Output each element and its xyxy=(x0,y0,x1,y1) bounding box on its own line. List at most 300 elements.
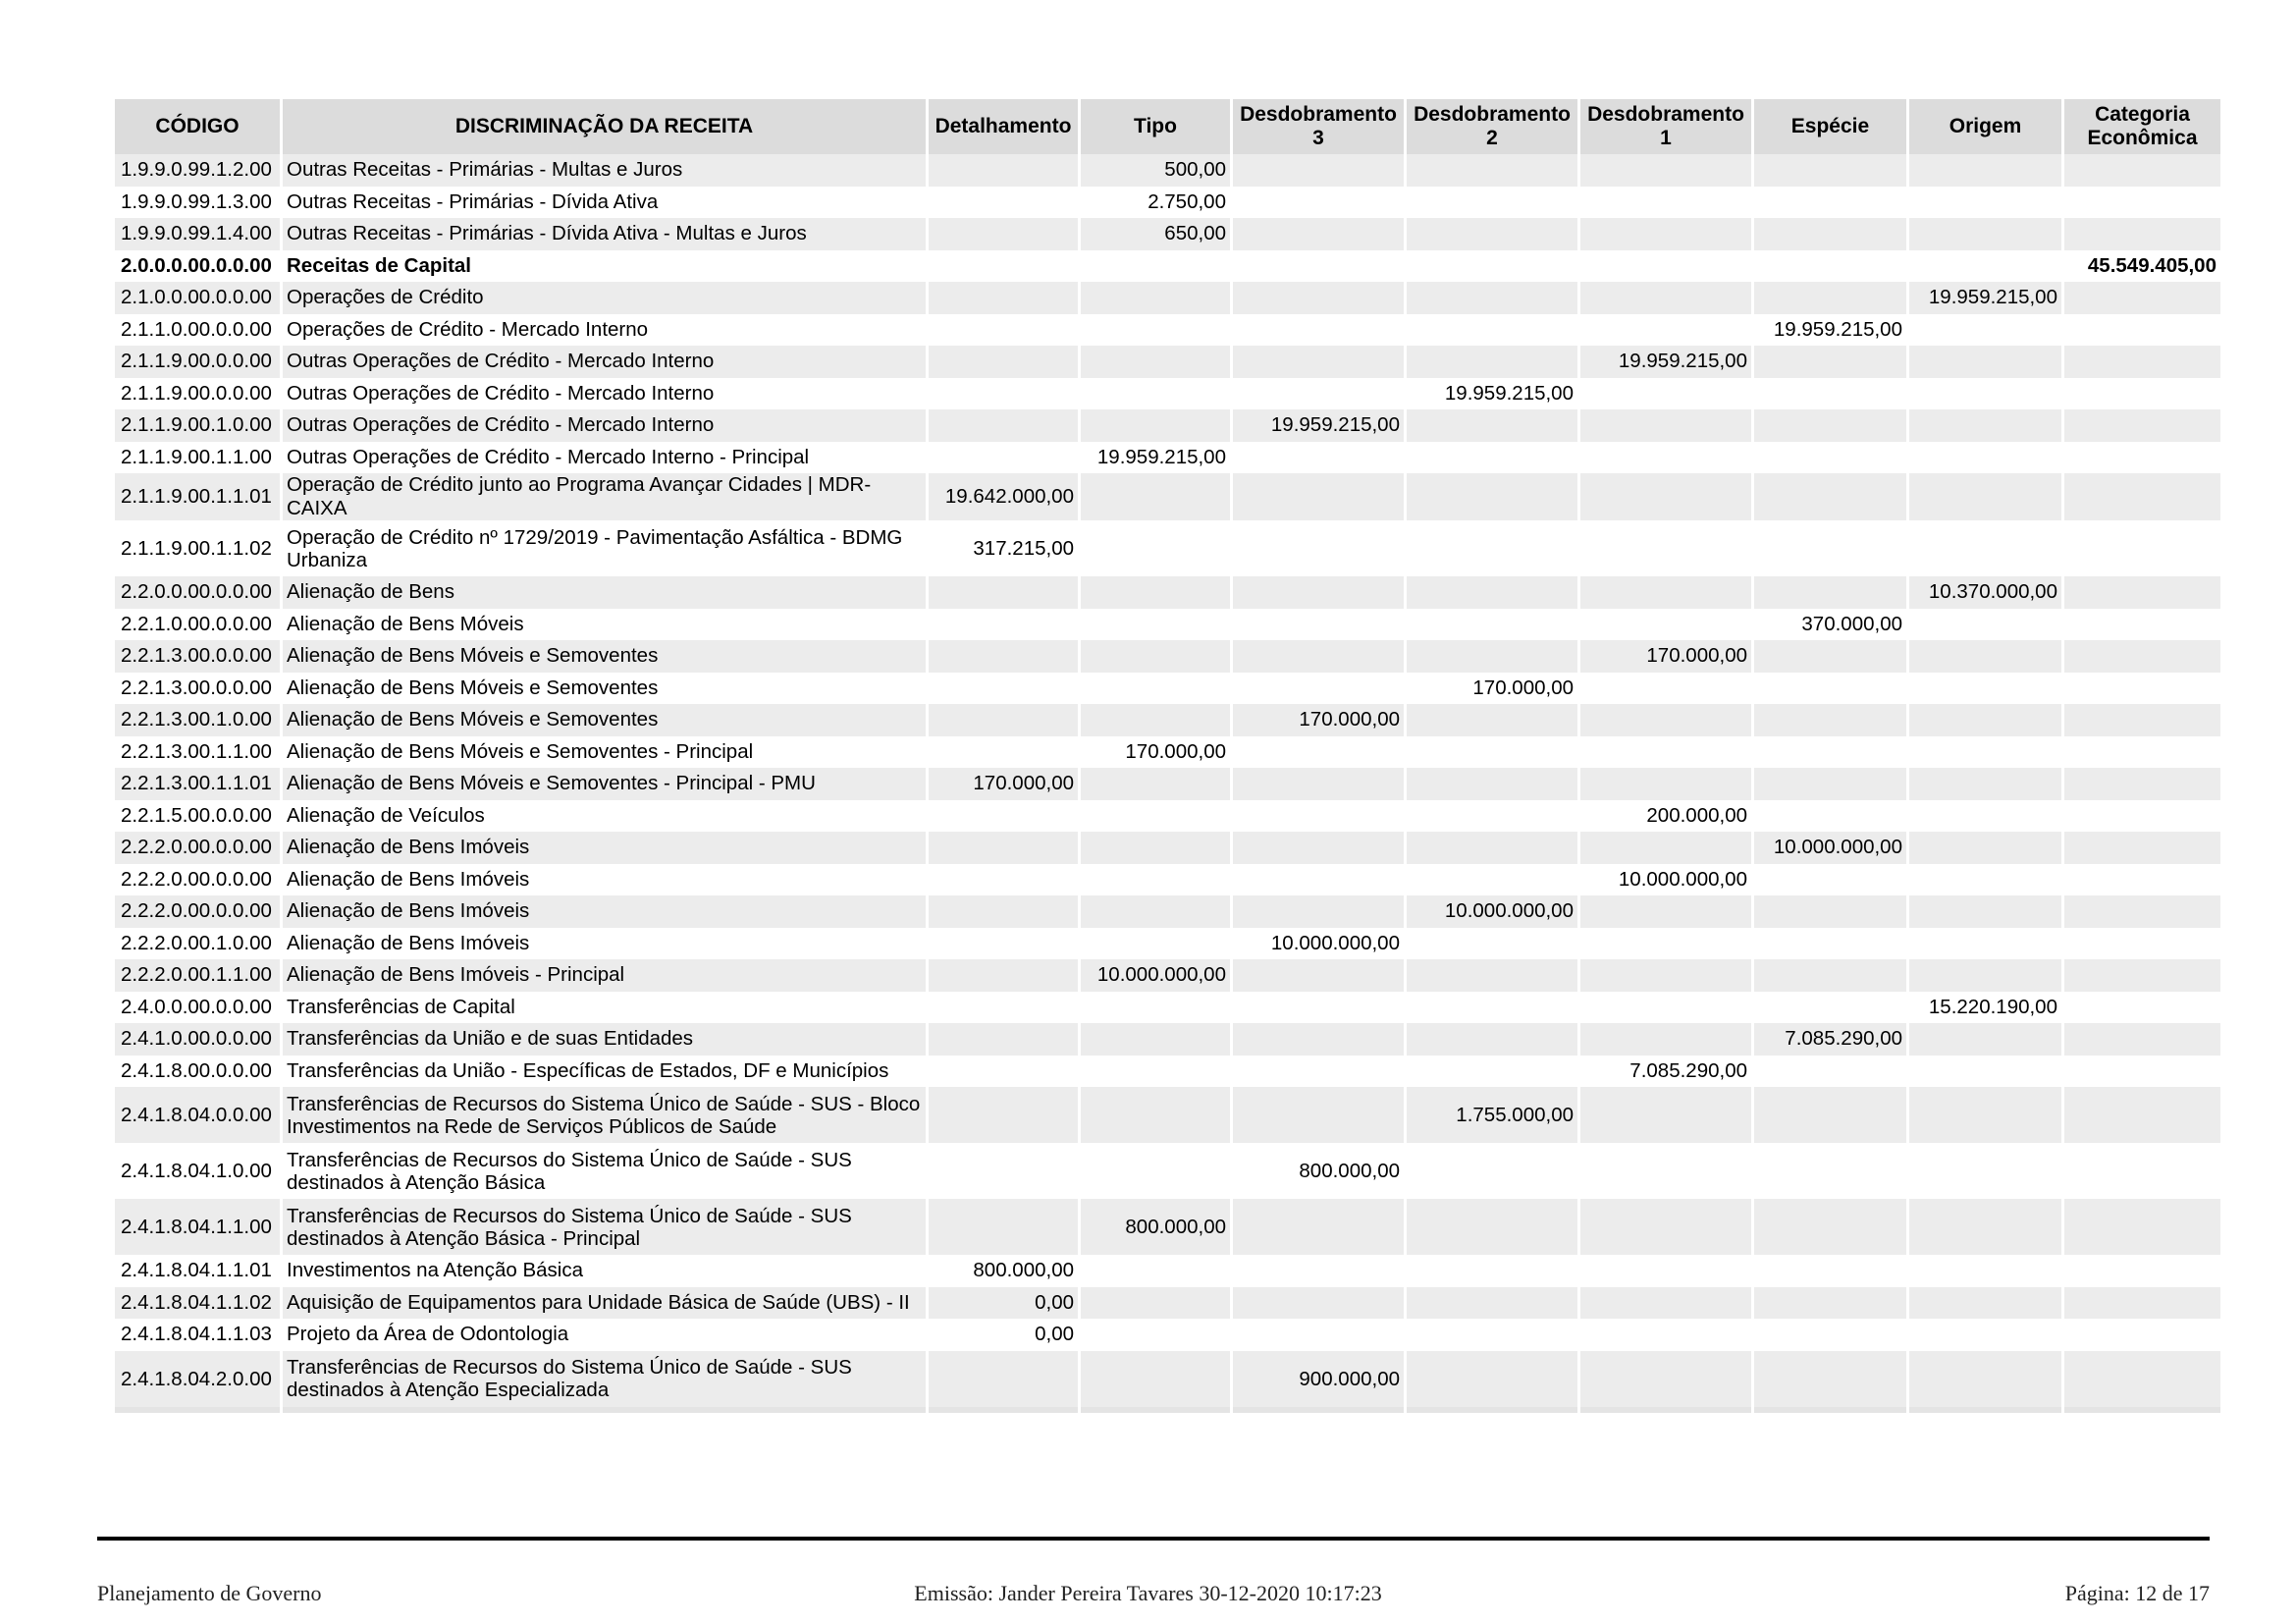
cell-desdobramento-2: 1.755.000,00 xyxy=(1407,1087,1577,1143)
cell-especie xyxy=(1754,704,1906,736)
cell-detalhamento xyxy=(929,1199,1078,1255)
cell-codigo: 2.2.2.0.00.0.0.00 xyxy=(115,895,280,928)
table-row xyxy=(115,1255,2220,1287)
table-row xyxy=(115,473,2220,520)
cell-categoria-economica xyxy=(2064,1199,2220,1255)
cell-codigo: 2.4.1.8.04.2.0.00 xyxy=(115,1351,280,1413)
cell-desdobramento-1 xyxy=(1580,928,1751,960)
cell-desdobramento-3: 10.000.000,00 xyxy=(1233,928,1404,960)
cell-desdobramento-2 xyxy=(1407,473,1577,520)
cell-especie xyxy=(1754,959,1906,992)
cell-desdobramento-2 xyxy=(1407,1199,1577,1255)
cell-especie xyxy=(1754,768,1906,800)
cell-tipo: 19.959.215,00 xyxy=(1081,442,1230,474)
cell-desdobramento-1 xyxy=(1580,673,1751,705)
cell-detalhamento xyxy=(929,1351,1078,1413)
cell-desdobramento-2 xyxy=(1407,736,1577,769)
cell-desdobramento-3 xyxy=(1233,473,1404,520)
cell-discriminacao: Alienação de Bens Imóveis - Principal xyxy=(283,959,926,992)
cell-desdobramento-2 xyxy=(1407,218,1577,250)
cell-desdobramento-3 xyxy=(1233,314,1404,347)
cell-desdobramento-1 xyxy=(1580,218,1751,250)
cell-categoria-economica xyxy=(2064,640,2220,673)
cell-origem xyxy=(1909,1319,2061,1351)
cell-desdobramento-1 xyxy=(1580,473,1751,520)
table-row xyxy=(115,1287,2220,1320)
cell-detalhamento xyxy=(929,576,1078,609)
cell-origem xyxy=(1909,1143,2061,1199)
cell-categoria-economica xyxy=(2064,800,2220,833)
cell-discriminacao: Alienação de Bens Imóveis xyxy=(283,832,926,864)
cell-origem xyxy=(1909,609,2061,641)
cell-desdobramento-2 xyxy=(1407,154,1577,187)
cell-codigo: 2.2.0.0.00.0.0.00 xyxy=(115,576,280,609)
cell-categoria-economica xyxy=(2064,1143,2220,1199)
cell-desdobramento-1 xyxy=(1580,1023,1751,1056)
cell-tipo xyxy=(1081,282,1230,314)
cell-discriminacao: Transferências da União e de suas Entidades xyxy=(283,1023,926,1056)
cell-desdobramento-2 xyxy=(1407,640,1577,673)
cell-desdobramento-3 xyxy=(1233,576,1404,609)
cell-desdobramento-2 xyxy=(1407,409,1577,442)
cell-categoria-economica xyxy=(2064,895,2220,928)
cell-origem xyxy=(1909,673,2061,705)
table-header-row xyxy=(115,99,2220,154)
cell-origem xyxy=(1909,832,2061,864)
table-row xyxy=(115,959,2220,992)
cell-tipo xyxy=(1081,250,1230,283)
header-especie: Espécie xyxy=(1754,99,1906,154)
cell-categoria-economica xyxy=(2064,378,2220,410)
cell-discriminacao: Alienação de Bens Móveis e Semoventes - Principal xyxy=(283,736,926,769)
cell-categoria-economica xyxy=(2064,1023,2220,1056)
cell-origem xyxy=(1909,250,2061,283)
cell-desdobramento-2: 170.000,00 xyxy=(1407,673,1577,705)
cell-detalhamento: 19.642.000,00 xyxy=(929,473,1078,520)
cell-desdobramento-2: 19.959.215,00 xyxy=(1407,378,1577,410)
cell-desdobramento-1 xyxy=(1580,1143,1751,1199)
cell-especie xyxy=(1754,154,1906,187)
cell-discriminacao: Receitas de Capital xyxy=(283,250,926,283)
table-row xyxy=(115,1351,2220,1413)
cell-desdobramento-1 xyxy=(1580,959,1751,992)
cell-desdobramento-3 xyxy=(1233,800,1404,833)
cell-detalhamento xyxy=(929,864,1078,896)
cell-tipo xyxy=(1081,609,1230,641)
cell-tipo xyxy=(1081,768,1230,800)
cell-discriminacao: Outras Operações de Crédito - Mercado Interno - Principal xyxy=(283,442,926,474)
table-row xyxy=(115,864,2220,896)
cell-categoria-economica xyxy=(2064,928,2220,960)
header-codigo: CÓDIGO xyxy=(115,99,280,154)
cell-especie xyxy=(1754,640,1906,673)
cell-origem xyxy=(1909,1351,2061,1413)
cell-origem xyxy=(1909,895,2061,928)
cell-desdobramento-3 xyxy=(1233,250,1404,283)
cell-tipo xyxy=(1081,992,1230,1024)
cell-discriminacao: Outras Operações de Crédito - Mercado Interno xyxy=(283,378,926,410)
cell-codigo: 2.2.1.3.00.0.0.00 xyxy=(115,673,280,705)
cell-detalhamento xyxy=(929,800,1078,833)
cell-desdobramento-1 xyxy=(1580,1319,1751,1351)
cell-especie xyxy=(1754,1255,1906,1287)
cell-desdobramento-3 xyxy=(1233,187,1404,219)
cell-categoria-economica xyxy=(2064,346,2220,378)
cell-tipo xyxy=(1081,346,1230,378)
cell-categoria-economica xyxy=(2064,832,2220,864)
cell-desdobramento-1 xyxy=(1580,314,1751,347)
cell-categoria-economica xyxy=(2064,187,2220,219)
cell-especie: 7.085.290,00 xyxy=(1754,1023,1906,1056)
cell-discriminacao: Projeto da Área de Odontologia xyxy=(283,1319,926,1351)
cell-categoria-economica xyxy=(2064,282,2220,314)
header-origem: Origem xyxy=(1909,99,2061,154)
cell-especie xyxy=(1754,576,1906,609)
cell-desdobramento-1 xyxy=(1580,895,1751,928)
cell-codigo: 1.9.9.0.99.1.4.00 xyxy=(115,218,280,250)
cell-origem: 15.220.190,00 xyxy=(1909,992,2061,1024)
cell-desdobramento-3 xyxy=(1233,1255,1404,1287)
cell-categoria-economica xyxy=(2064,442,2220,474)
table-row xyxy=(115,250,2220,283)
cell-detalhamento: 170.000,00 xyxy=(929,768,1078,800)
cell-origem xyxy=(1909,1023,2061,1056)
header-discriminacao: DISCRIMINAÇÃO DA RECEITA xyxy=(283,99,926,154)
cell-detalhamento xyxy=(929,346,1078,378)
cell-detalhamento xyxy=(929,640,1078,673)
cell-tipo xyxy=(1081,520,1230,576)
cell-desdobramento-1 xyxy=(1580,1351,1751,1413)
cell-desdobramento-2 xyxy=(1407,1319,1577,1351)
cell-categoria-economica xyxy=(2064,704,2220,736)
cell-desdobramento-3 xyxy=(1233,1023,1404,1056)
cell-desdobramento-1 xyxy=(1580,378,1751,410)
cell-detalhamento xyxy=(929,673,1078,705)
cell-discriminacao: Outras Receitas - Primárias - Multas e Juros xyxy=(283,154,926,187)
cell-discriminacao: Outras Operações de Crédito - Mercado Interno xyxy=(283,346,926,378)
cell-codigo: 2.4.1.8.04.1.1.02 xyxy=(115,1287,280,1320)
table-row xyxy=(115,520,2220,576)
cell-origem xyxy=(1909,800,2061,833)
cell-origem xyxy=(1909,1056,2061,1088)
cell-discriminacao: Transferências de Recursos do Sistema Único de Saúde - SUS - Bloco Investimentos na Rede de Serviços Públicos de Saúde xyxy=(283,1087,926,1143)
cell-desdobramento-3 xyxy=(1233,768,1404,800)
cell-origem xyxy=(1909,378,2061,410)
table-row xyxy=(115,992,2220,1024)
cell-categoria-economica xyxy=(2064,409,2220,442)
cell-categoria-economica xyxy=(2064,768,2220,800)
cell-discriminacao: Alienação de Bens Móveis e Semoventes xyxy=(283,704,926,736)
cell-desdobramento-3 xyxy=(1233,640,1404,673)
cell-origem xyxy=(1909,442,2061,474)
cell-codigo: 2.2.1.3.00.1.1.01 xyxy=(115,768,280,800)
cell-desdobramento-3 xyxy=(1233,992,1404,1024)
cell-detalhamento xyxy=(929,609,1078,641)
cell-categoria-economica xyxy=(2064,1255,2220,1287)
cell-detalhamento xyxy=(929,378,1078,410)
cell-codigo: 1.9.9.0.99.1.2.00 xyxy=(115,154,280,187)
cell-desdobramento-2 xyxy=(1407,314,1577,347)
cell-codigo: 2.1.1.0.00.0.0.00 xyxy=(115,314,280,347)
cell-detalhamento xyxy=(929,832,1078,864)
cell-tipo xyxy=(1081,928,1230,960)
cell-desdobramento-1: 200.000,00 xyxy=(1580,800,1751,833)
cell-especie xyxy=(1754,1351,1906,1413)
cell-origem xyxy=(1909,1087,2061,1143)
header-desdobramento-1: Desdobramento 1 xyxy=(1580,99,1751,154)
header-desdobramento-2: Desdobramento 2 xyxy=(1407,99,1577,154)
cell-codigo: 2.2.2.0.00.1.1.00 xyxy=(115,959,280,992)
cell-especie: 10.000.000,00 xyxy=(1754,832,1906,864)
cell-especie xyxy=(1754,1143,1906,1199)
cell-tipo xyxy=(1081,895,1230,928)
cell-tipo xyxy=(1081,1087,1230,1143)
cell-desdobramento-3 xyxy=(1233,959,1404,992)
table-row xyxy=(115,832,2220,864)
cell-discriminacao: Alienação de Bens Móveis xyxy=(283,609,926,641)
cell-desdobramento-1 xyxy=(1580,282,1751,314)
cell-desdobramento-3 xyxy=(1233,1287,1404,1320)
revenue-table xyxy=(112,99,2223,1413)
cell-codigo: 2.2.2.0.00.0.0.00 xyxy=(115,864,280,896)
cell-categoria-economica xyxy=(2064,736,2220,769)
cell-especie xyxy=(1754,473,1906,520)
cell-especie xyxy=(1754,1319,1906,1351)
cell-desdobramento-3 xyxy=(1233,378,1404,410)
cell-codigo: 2.2.2.0.00.1.0.00 xyxy=(115,928,280,960)
cell-desdobramento-3 xyxy=(1233,673,1404,705)
cell-detalhamento xyxy=(929,1056,1078,1088)
cell-desdobramento-2 xyxy=(1407,520,1577,576)
cell-desdobramento-2 xyxy=(1407,250,1577,283)
cell-desdobramento-2 xyxy=(1407,282,1577,314)
cell-detalhamento xyxy=(929,704,1078,736)
cell-desdobramento-3: 800.000,00 xyxy=(1233,1143,1404,1199)
cell-detalhamento xyxy=(929,1023,1078,1056)
table-row xyxy=(115,640,2220,673)
cell-especie xyxy=(1754,187,1906,219)
table-row xyxy=(115,1319,2220,1351)
footer-emission: Emissão: Jander Pereira Tavares 30-12-2020 10:17:23 xyxy=(914,1581,1382,1605)
cell-tipo xyxy=(1081,378,1230,410)
cell-especie xyxy=(1754,673,1906,705)
cell-codigo: 2.2.1.0.00.0.0.00 xyxy=(115,609,280,641)
table-row xyxy=(115,928,2220,960)
cell-especie xyxy=(1754,895,1906,928)
table-row xyxy=(115,1023,2220,1056)
cell-desdobramento-1 xyxy=(1580,442,1751,474)
cell-detalhamento xyxy=(929,1143,1078,1199)
cell-codigo: 2.2.1.5.00.0.0.00 xyxy=(115,800,280,833)
cell-codigo: 1.9.9.0.99.1.3.00 xyxy=(115,187,280,219)
table-row xyxy=(115,1087,2220,1143)
cell-categoria-economica xyxy=(2064,218,2220,250)
cell-origem xyxy=(1909,314,2061,347)
cell-desdobramento-3 xyxy=(1233,895,1404,928)
cell-especie xyxy=(1754,864,1906,896)
cell-codigo: 2.2.1.3.00.0.0.00 xyxy=(115,640,280,673)
cell-origem xyxy=(1909,346,2061,378)
table-row xyxy=(115,576,2220,609)
cell-codigo: 2.4.1.8.04.1.1.00 xyxy=(115,1199,280,1255)
cell-codigo: 2.1.1.9.00.0.0.00 xyxy=(115,378,280,410)
cell-desdobramento-3 xyxy=(1233,520,1404,576)
cell-codigo: 2.1.0.0.00.0.0.00 xyxy=(115,282,280,314)
cell-origem xyxy=(1909,409,2061,442)
cell-desdobramento-1 xyxy=(1580,992,1751,1024)
cell-detalhamento xyxy=(929,928,1078,960)
cell-especie xyxy=(1754,1287,1906,1320)
cell-codigo: 2.4.1.8.04.1.1.01 xyxy=(115,1255,280,1287)
cell-discriminacao: Aquisição de Equipamentos para Unidade Básica de Saúde (UBS) - II xyxy=(283,1287,926,1320)
cell-desdobramento-1 xyxy=(1580,576,1751,609)
cell-desdobramento-2 xyxy=(1407,1143,1577,1199)
cell-especie xyxy=(1754,409,1906,442)
cell-desdobramento-1 xyxy=(1580,609,1751,641)
cell-discriminacao: Transferências de Recursos do Sistema Único de Saúde - SUS destinados à Atenção Especializada xyxy=(283,1351,926,1413)
cell-categoria-economica xyxy=(2064,992,2220,1024)
cell-codigo: 2.4.1.8.04.0.0.00 xyxy=(115,1087,280,1143)
cell-detalhamento: 0,00 xyxy=(929,1319,1078,1351)
table-row xyxy=(115,768,2220,800)
cell-desdobramento-2 xyxy=(1407,704,1577,736)
cell-detalhamento xyxy=(929,314,1078,347)
header-desdobramento-3: Desdobramento 3 xyxy=(1233,99,1404,154)
cell-codigo: 2.4.1.8.00.0.0.00 xyxy=(115,1056,280,1088)
cell-origem xyxy=(1909,187,2061,219)
cell-tipo xyxy=(1081,832,1230,864)
table-row xyxy=(115,800,2220,833)
cell-desdobramento-3: 19.959.215,00 xyxy=(1233,409,1404,442)
cell-categoria-economica xyxy=(2064,609,2220,641)
cell-desdobramento-3: 170.000,00 xyxy=(1233,704,1404,736)
cell-detalhamento xyxy=(929,218,1078,250)
cell-codigo: 2.2.1.3.00.1.0.00 xyxy=(115,704,280,736)
cell-discriminacao: Transferências de Capital xyxy=(283,992,926,1024)
cell-desdobramento-2 xyxy=(1407,992,1577,1024)
cell-origem xyxy=(1909,959,2061,992)
table-row xyxy=(115,378,2220,410)
cell-desdobramento-1 xyxy=(1580,1199,1751,1255)
cell-discriminacao: Outras Receitas - Primárias - Dívida Ativa - Multas e Juros xyxy=(283,218,926,250)
cell-tipo xyxy=(1081,864,1230,896)
cell-categoria-economica xyxy=(2064,1056,2220,1088)
cell-desdobramento-2 xyxy=(1407,187,1577,219)
cell-codigo: 2.4.1.8.04.1.0.00 xyxy=(115,1143,280,1199)
cell-origem xyxy=(1909,928,2061,960)
cell-desdobramento-1: 19.959.215,00 xyxy=(1580,346,1751,378)
cell-categoria-economica xyxy=(2064,520,2220,576)
cell-origem xyxy=(1909,1287,2061,1320)
cell-especie xyxy=(1754,378,1906,410)
cell-origem: 19.959.215,00 xyxy=(1909,282,2061,314)
cell-discriminacao: Outras Operações de Crédito - Mercado Interno xyxy=(283,409,926,442)
cell-desdobramento-1: 7.085.290,00 xyxy=(1580,1056,1751,1088)
table-row xyxy=(115,442,2220,474)
cell-desdobramento-3 xyxy=(1233,282,1404,314)
cell-detalhamento xyxy=(929,992,1078,1024)
cell-especie xyxy=(1754,736,1906,769)
cell-especie xyxy=(1754,992,1906,1024)
cell-desdobramento-2 xyxy=(1407,768,1577,800)
cell-desdobramento-2 xyxy=(1407,1287,1577,1320)
footer-page-number: Página: 12 de 17 xyxy=(2064,1581,2210,1605)
header-categoria-economica: Categoria Econômica xyxy=(2064,99,2220,154)
cell-categoria-economica xyxy=(2064,673,2220,705)
cell-desdobramento-2 xyxy=(1407,864,1577,896)
cell-desdobramento-3 xyxy=(1233,1319,1404,1351)
cell-discriminacao: Alienação de Bens Móveis e Semoventes - Principal - PMU xyxy=(283,768,926,800)
cell-discriminacao: Alienação de Bens Móveis e Semoventes xyxy=(283,640,926,673)
cell-tipo xyxy=(1081,1255,1230,1287)
cell-tipo xyxy=(1081,409,1230,442)
cell-detalhamento xyxy=(929,187,1078,219)
cell-desdobramento-3 xyxy=(1233,154,1404,187)
cell-tipo: 2.750,00 xyxy=(1081,187,1230,219)
cell-discriminacao: Transferências da União - Específicas de Estados, DF e Municípios xyxy=(283,1056,926,1088)
cell-desdobramento-3 xyxy=(1233,864,1404,896)
cell-discriminacao: Operações de Crédito - Mercado Interno xyxy=(283,314,926,347)
cell-desdobramento-3 xyxy=(1233,1087,1404,1143)
cell-tipo xyxy=(1081,704,1230,736)
cell-desdobramento-1 xyxy=(1580,520,1751,576)
cell-detalhamento xyxy=(929,736,1078,769)
cell-detalhamento xyxy=(929,959,1078,992)
cell-detalhamento xyxy=(929,442,1078,474)
cell-tipo: 10.000.000,00 xyxy=(1081,959,1230,992)
cell-categoria-economica xyxy=(2064,1287,2220,1320)
footer-department: Planejamento de Governo xyxy=(97,1581,322,1605)
table-row xyxy=(115,1143,2220,1199)
cell-discriminacao: Transferências de Recursos do Sistema Único de Saúde - SUS destinados à Atenção Básica - Principal xyxy=(283,1199,926,1255)
cell-discriminacao: Operações de Crédito xyxy=(283,282,926,314)
cell-origem xyxy=(1909,218,2061,250)
cell-desdobramento-2 xyxy=(1407,442,1577,474)
cell-desdobramento-1: 10.000.000,00 xyxy=(1580,864,1751,896)
cell-desdobramento-1 xyxy=(1580,154,1751,187)
cell-discriminacao: Alienação de Bens xyxy=(283,576,926,609)
cell-desdobramento-1 xyxy=(1580,1087,1751,1143)
cell-origem xyxy=(1909,1199,2061,1255)
cell-codigo: 2.1.1.9.00.1.1.00 xyxy=(115,442,280,474)
table-row xyxy=(115,673,2220,705)
cell-codigo: 2.4.1.8.04.1.1.03 xyxy=(115,1319,280,1351)
table-row xyxy=(115,1056,2220,1088)
cell-tipo xyxy=(1081,314,1230,347)
cell-tipo: 170.000,00 xyxy=(1081,736,1230,769)
cell-especie xyxy=(1754,218,1906,250)
cell-especie xyxy=(1754,282,1906,314)
cell-codigo: 2.1.1.9.00.1.1.02 xyxy=(115,520,280,576)
cell-especie xyxy=(1754,346,1906,378)
cell-desdobramento-1 xyxy=(1580,832,1751,864)
cell-discriminacao: Alienação de Bens Imóveis xyxy=(283,928,926,960)
cell-categoria-economica: 45.549.405,00 xyxy=(2064,250,2220,283)
cell-especie: 19.959.215,00 xyxy=(1754,314,1906,347)
cell-desdobramento-2 xyxy=(1407,576,1577,609)
cell-origem xyxy=(1909,768,2061,800)
cell-desdobramento-2 xyxy=(1407,346,1577,378)
cell-discriminacao: Alienação de Bens Móveis e Semoventes xyxy=(283,673,926,705)
cell-categoria-economica xyxy=(2064,1087,2220,1143)
cell-discriminacao: Operação de Crédito junto ao Programa Avançar Cidades | MDR-CAIXA xyxy=(283,473,926,520)
cell-desdobramento-2 xyxy=(1407,1255,1577,1287)
table-row xyxy=(115,187,2220,219)
cell-detalhamento: 800.000,00 xyxy=(929,1255,1078,1287)
cell-desdobramento-1 xyxy=(1580,736,1751,769)
cell-desdobramento-3 xyxy=(1233,442,1404,474)
cell-desdobramento-3 xyxy=(1233,218,1404,250)
